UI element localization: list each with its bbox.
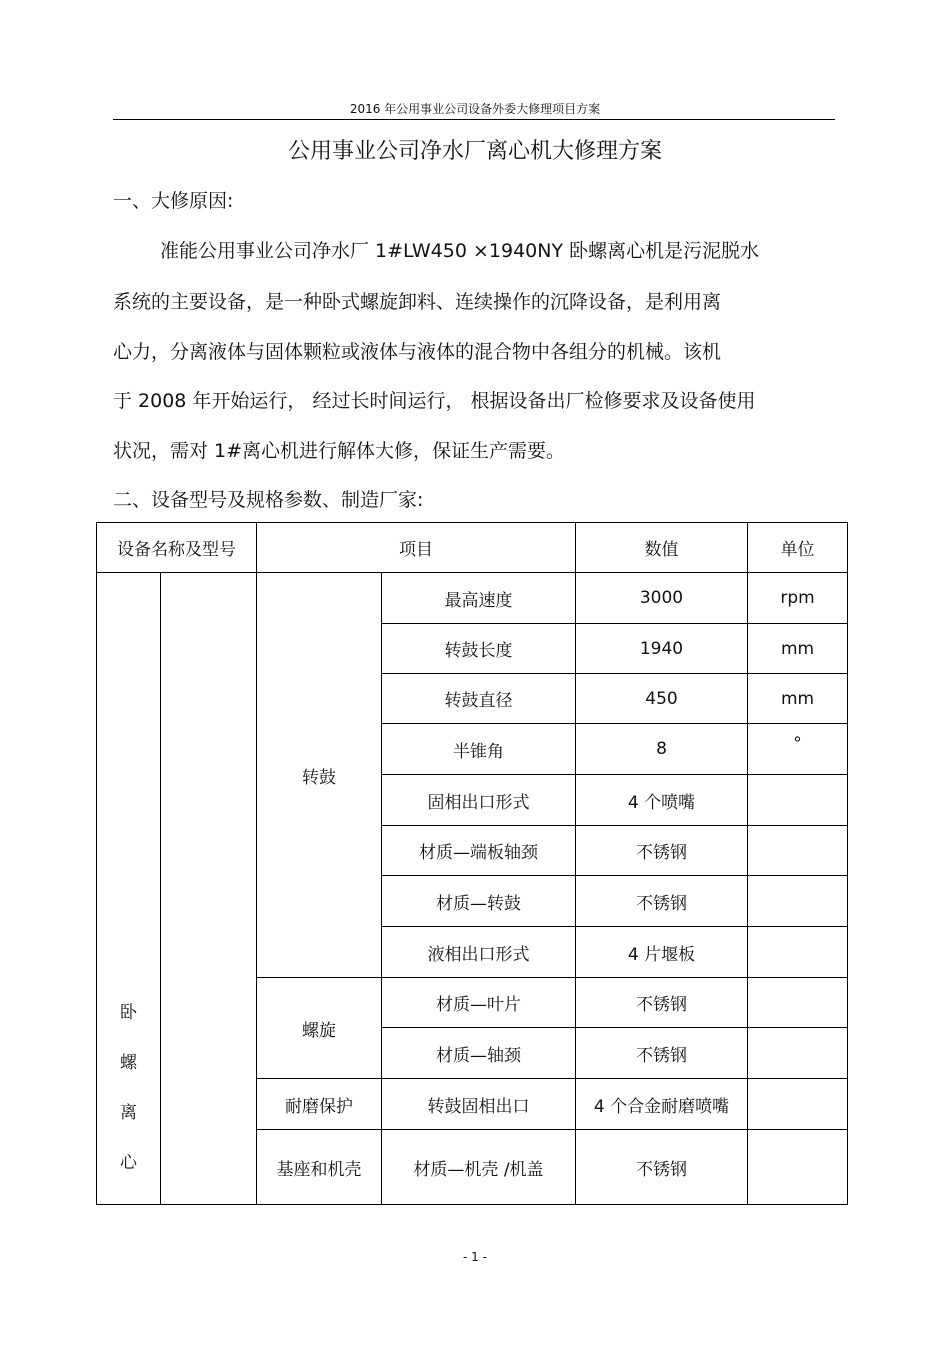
row-value: 不锈钢: [576, 1130, 748, 1205]
row-value: 450: [576, 674, 748, 724]
row-unit: °: [748, 724, 848, 775]
header-rule: [113, 119, 835, 120]
row-item: 材质—转鼓: [382, 876, 576, 927]
document-title: 公用事业公司净水厂离心机大修理方案: [287, 139, 662, 164]
section1-line-4: 于 2008 年开始运行， 经过长时间运行， 根据设备出厂检修要求及设备使用: [113, 390, 756, 412]
device-char: 离: [120, 1103, 137, 1123]
section1-line-3: 心力，分离液体与固体颗粒或液体与液体的混合物中各组分的机械。该机: [113, 341, 722, 363]
row-value: 4 个合金耐磨喷嘴: [576, 1079, 748, 1130]
row-unit: [748, 978, 848, 1028]
row-item: 半锥角: [382, 724, 576, 775]
row-value: 不锈钢: [576, 1028, 748, 1079]
row-item: 转鼓长度: [382, 624, 576, 674]
header-device-name: 设备名称及型号: [97, 523, 257, 573]
row-item: 最高速度: [382, 573, 576, 624]
row-item: 转鼓固相出口: [382, 1079, 576, 1130]
group-base: 基座和机壳: [257, 1130, 382, 1205]
device-char: 心: [120, 1153, 137, 1173]
header-unit: 单位: [748, 523, 848, 573]
row-value: 不锈钢: [576, 876, 748, 927]
row-unit: [748, 775, 848, 826]
section1-line-5: 状况，需对 1#离心机进行解体大修，保证生产需要。: [113, 440, 566, 462]
section1-line-2: 系统的主要设备，是一种卧式螺旋卸料、连续操作的沉降设备，是利用离: [113, 291, 722, 313]
row-value: 4 片堰板: [576, 927, 748, 978]
row-unit: mm: [748, 674, 848, 724]
page-header: 2016 年公用事业公司设备外委大修理项目方案: [349, 102, 601, 116]
device-char: 卧: [120, 1003, 137, 1023]
group-screw: 螺旋: [257, 978, 382, 1079]
row-item: 材质—端板轴颈: [382, 826, 576, 876]
group-wear: 耐磨保护: [257, 1079, 382, 1130]
section1-heading: 一、大修原因:: [113, 190, 234, 212]
row-value: 3000: [576, 573, 748, 624]
row-unit: [748, 1130, 848, 1205]
row-value: 1940: [576, 624, 748, 674]
group-drum: 转鼓: [257, 573, 382, 978]
row-unit: [748, 1079, 848, 1130]
device-name-cell: [97, 573, 161, 1205]
row-value: 不锈钢: [576, 826, 748, 876]
row-value: 不锈钢: [576, 978, 748, 1028]
table-row: [97, 573, 848, 624]
header-item: 项目: [257, 523, 576, 573]
row-item: 材质—机壳 /机盖: [382, 1130, 576, 1205]
device-model-cell: [161, 573, 257, 1205]
device-char: 螺: [120, 1053, 137, 1073]
page-number: - 1 -: [463, 1250, 487, 1264]
row-value: 4 个喷嘴: [576, 775, 748, 826]
row-unit: [748, 1028, 848, 1079]
row-item: 固相出口形式: [382, 775, 576, 826]
row-unit: mm: [748, 624, 848, 674]
table-header-row: [97, 523, 848, 573]
row-item: 材质—叶片: [382, 978, 576, 1028]
section1-line-1: 准能公用事业公司净水厂 1#LW450 ×1940NY 卧螺离心机是污泥脱水: [160, 240, 760, 262]
row-item: 液相出口形式: [382, 927, 576, 978]
row-unit: [748, 927, 848, 978]
row-unit: [748, 876, 848, 927]
header-value: 数值: [576, 523, 748, 573]
row-value: 8: [576, 724, 748, 775]
row-unit: rpm: [748, 573, 848, 624]
device-name-vertical: [120, 988, 137, 1188]
row-item: 材质—轴颈: [382, 1028, 576, 1079]
spec-table: [96, 522, 848, 1205]
row-unit: [748, 826, 848, 876]
section2-heading: 二、设备型号及规格参数、制造厂家:: [113, 489, 424, 511]
row-item: 转鼓直径: [382, 674, 576, 724]
